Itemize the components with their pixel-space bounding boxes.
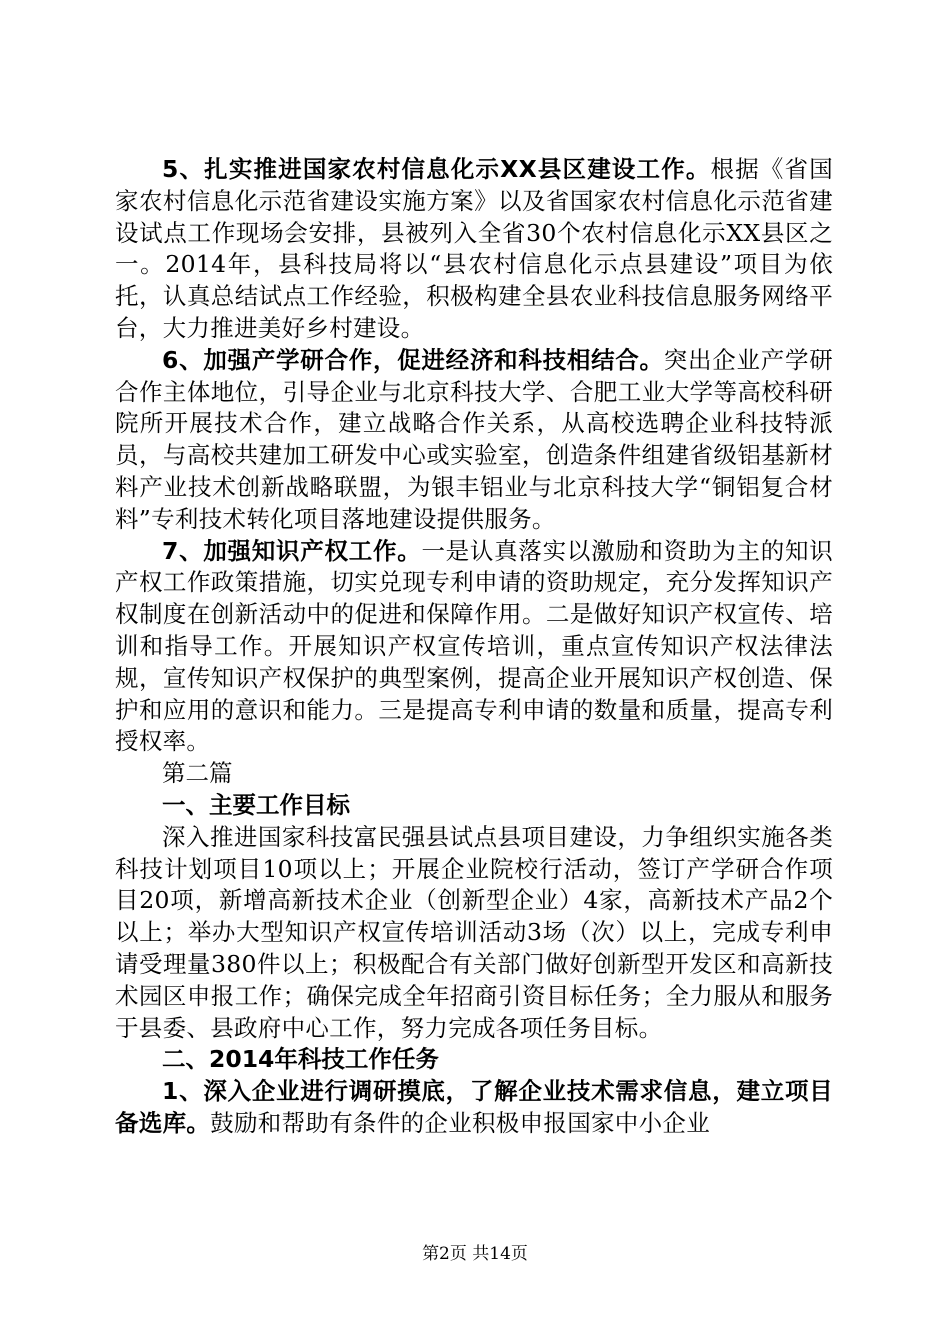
section-1-body: 深入推进国家科技富民强县试点县项目建设，力争组织实施各类科技计划项目10项以上；开展企业院校行活动，签订产学研合作项目20项，新增高新技术企业（创新型企业）4家，高新技术产品2个以上；举办大型知识产权宣传培训活动3场（次）以上，完成专利申请受理量380件以上；积极配合有关部门做好创新型开发区和高新技术园区申报工作；确保完成全年招商引资目标任务；全力服从和服务于县委、县政府中心工作，努力完成各项任务目标。 (115, 822, 833, 1042)
item-7-body: 一是认真落实以激励和资助为主的知识产权工作政策措施，切实兑现专利申请的资助规定，充分发挥知识产权制度在创新活动中的促进和保障作用。二是做好知识产权宣传、培训和指导工作。开展知识产权宣传培训，重点宣传知识产权法律法规，宣传知识产权保护的典型案例，提高企业开展知识产权创造、保护和应用的意识和能力。三是提高专利申请的数量和质量，提高专利授权率。 (115, 536, 833, 756)
section-2-item-1 (115, 1076, 833, 1140)
paragraph-item-7 (115, 536, 833, 759)
item-5-body: 根据《省国家农村信息化示范省建设实施方案》以及省国家农村信息化示范省建设试点工作现场会安排，县被列入全省30个农村信息化示XX县区之一。2014年，县科技局将以“县农村信息化示点县建设”项目为依托，认真总结试点工作经验，积极构建全县农业科技信息服务网络平台，大力推进美好乡村建设。 (115, 155, 833, 342)
page-footer: 第2页 共14页 (422, 1244, 528, 1264)
item-7-title: 7、加强知识产权工作。 (162, 536, 422, 565)
item-6-body: 突出企业产学研合作主体地位，引导企业与北京科技大学、合肥工业大学等高校科研院所开展技术合作，建立战略合作关系，从高校选聘企业科技特派员，与高校共建加工研发中心或实验室，创造条件组建省级铝基新材料产业技术创新战略联盟，为银丰铝业与北京科技大学“铜铝复合材料”专利技术转化项目落地建设提供服务。 (115, 345, 833, 533)
section-2-heading: 二、2014年科技工作任务 (162, 1045, 439, 1074)
part-label: 第二篇 (162, 759, 233, 788)
paragraph-item-5 (115, 154, 833, 345)
item-5-title: 5、扎实推进国家农村信息化示XX县区建设工作。 (162, 155, 711, 183)
paragraph-item-6 (115, 345, 833, 536)
section-2-item-1-title: 1、深入企业进行调研摸底，了解企业技术需求信息，建立项目备选库。 (115, 1077, 833, 1137)
item-6-title: 6、加强产学研合作，促进经济和科技相结合。 (162, 345, 664, 374)
section-1-heading: 一、主要工作目标 (162, 790, 350, 819)
section-2-item-1-body: 鼓励和帮助有条件的企业积极申报国家中小企业 (210, 1108, 711, 1137)
document-body (115, 154, 833, 1140)
